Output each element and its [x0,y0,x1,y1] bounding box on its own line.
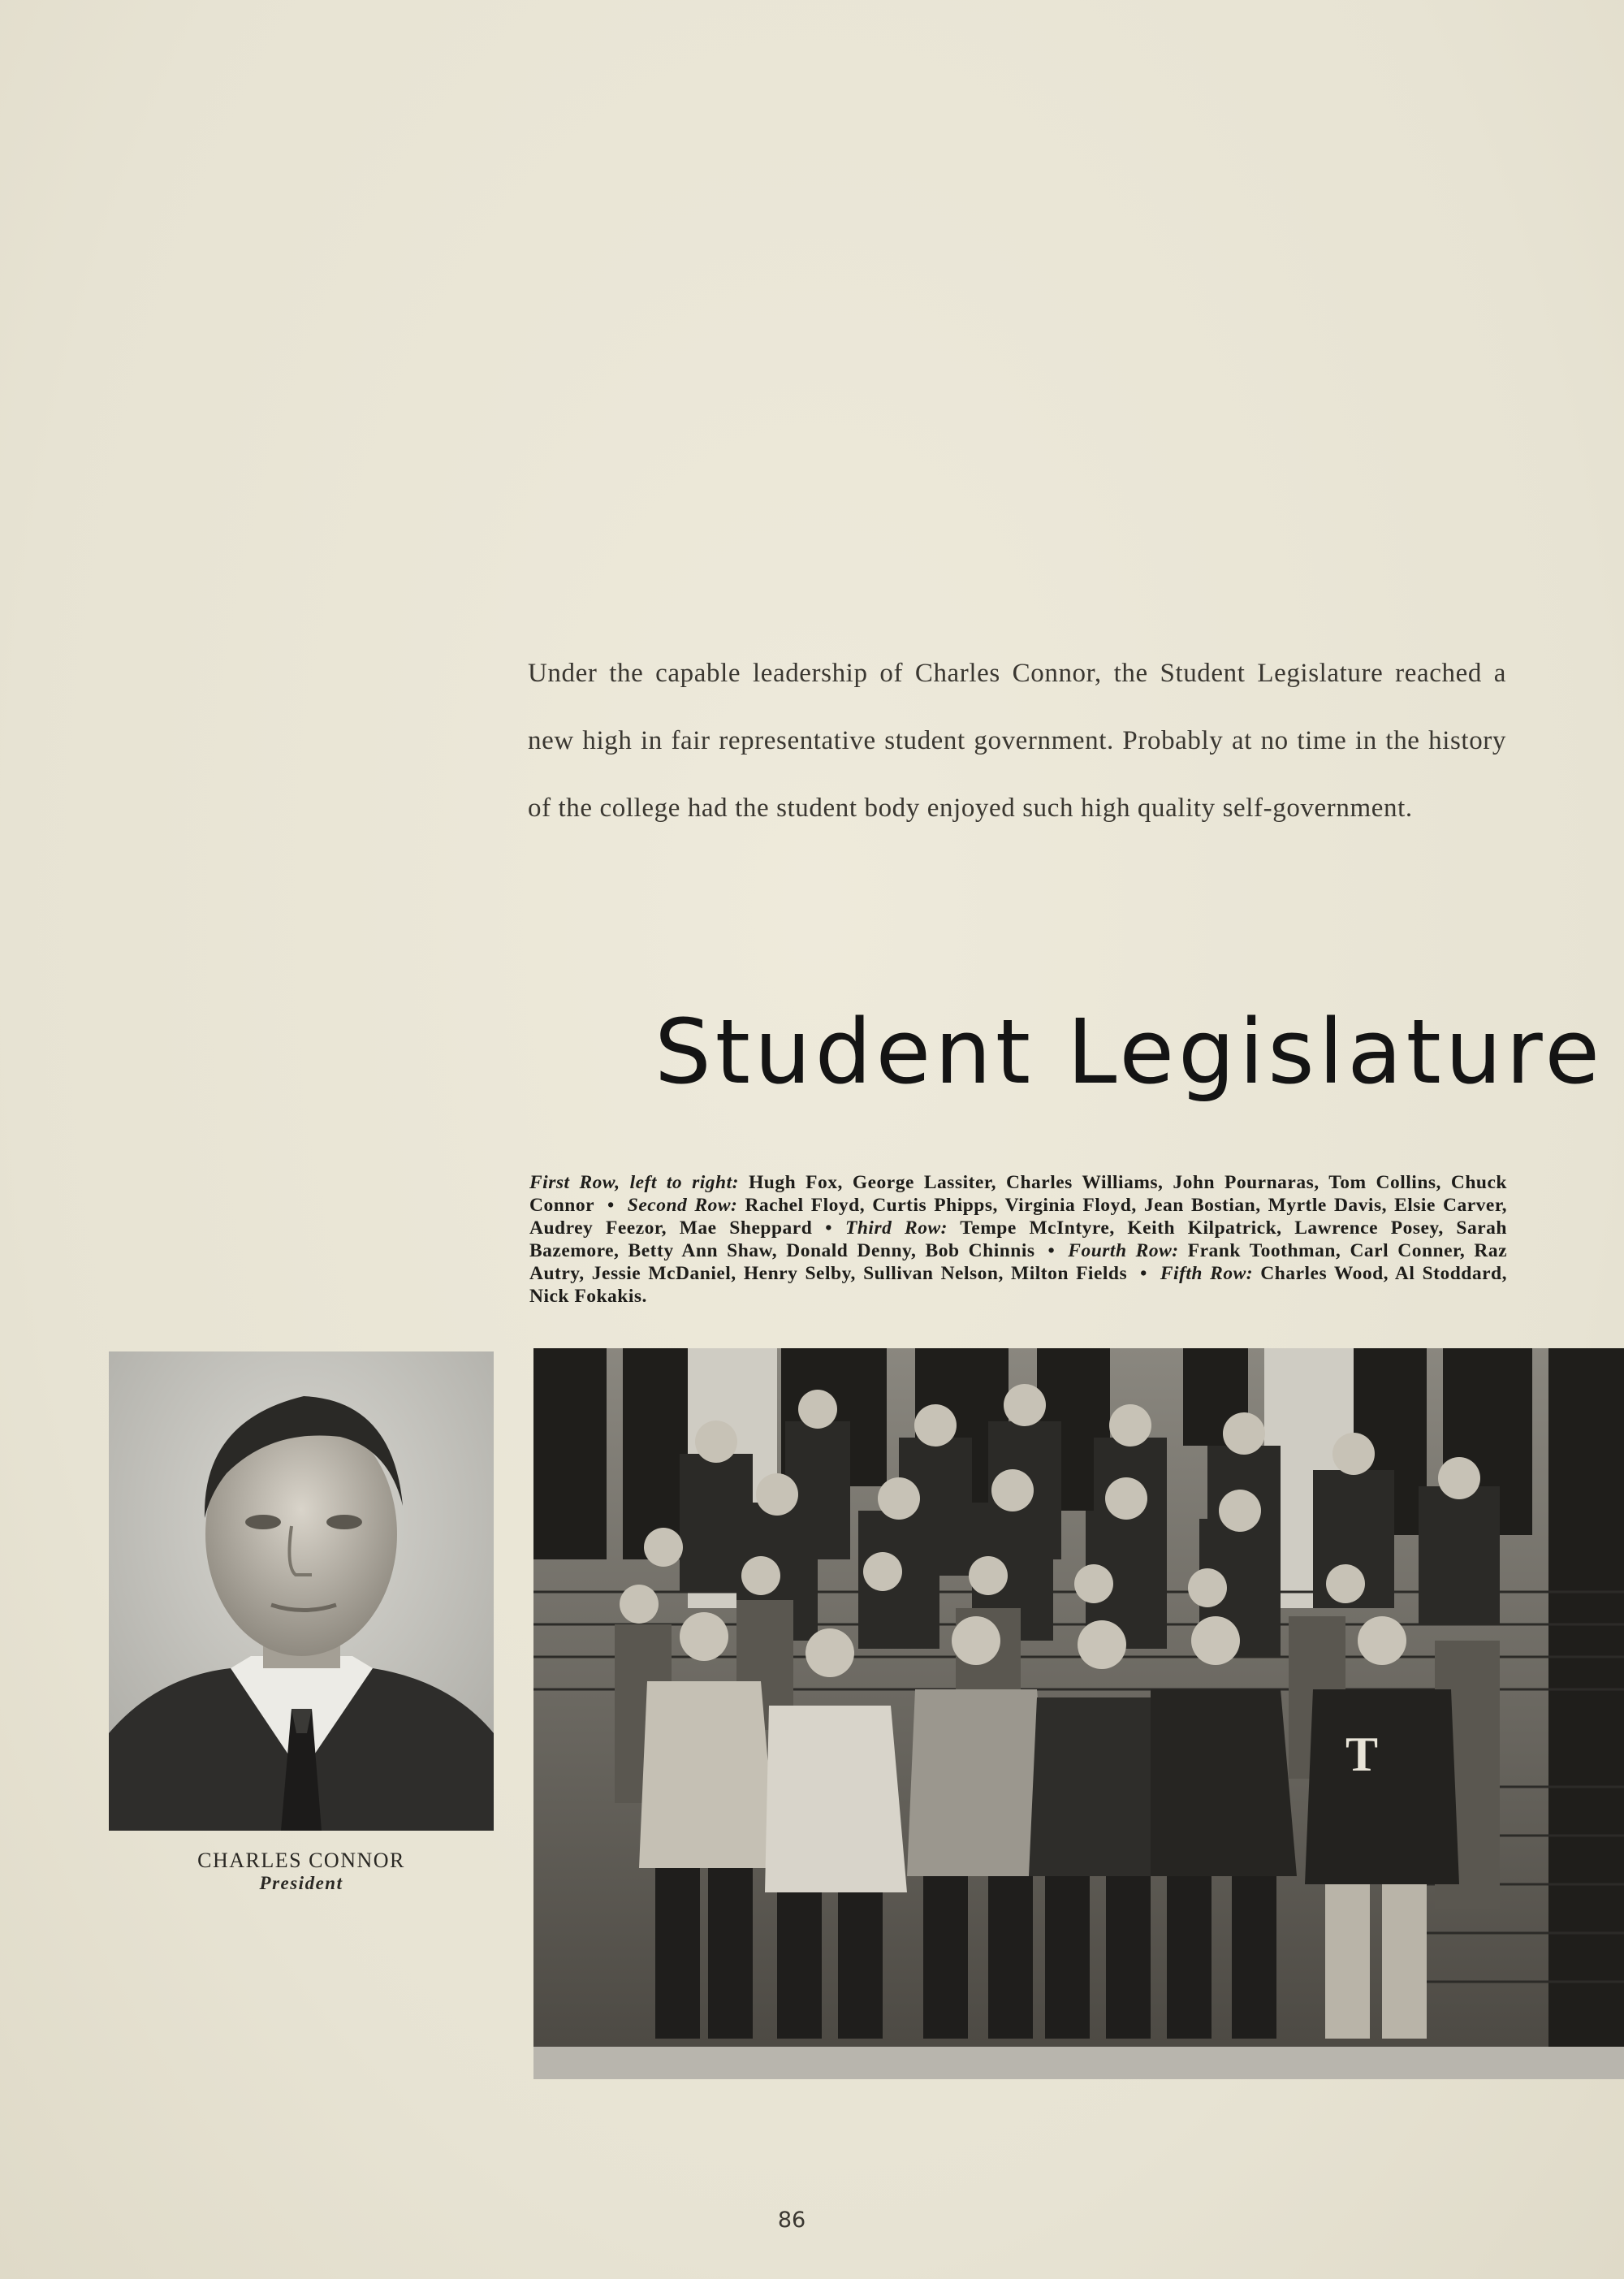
caption-row-label: Fourth Row: [1068,1240,1179,1261]
caption-row-label: Second Row: [627,1195,738,1216]
president-title: President [259,1873,343,1893]
group-illustration [533,1348,1624,2079]
caption-row-label: Third Row: [845,1217,948,1239]
caption-row-names: Frank Toothman, Carl Conner, Raz Autry, Jessie McDaniel, Henry Selby, Sullivan Nelson, Milton Fields [529,1240,1507,1284]
page-title: Student Legislature [654,1000,1604,1104]
bullet-icon: • [825,1217,832,1239]
bullet-icon: • [1140,1263,1147,1284]
svg-text:T: T [1345,1728,1379,1781]
bullet-icon: • [607,1195,615,1216]
group-photo [533,1348,1624,2079]
caption-row-label: Fifth Row: [1160,1263,1254,1284]
caption-row-names: Rachel Floyd, Curtis Phipps, Virginia Floyd, Jean Bostian, Myrtle Davis, Elsie Carver, Audrey Feezor, Mae Sheppard [529,1195,1507,1239]
portrait-illustration [109,1351,494,1831]
caption-row-names: Tempe McIntyre, Keith Kilpatrick, Lawrence Posey, Sarah Bazemore, Betty Ann Shaw, Donald Denny, Bob Chinnis [529,1217,1507,1261]
caption-row-label: First Row, left to right: [529,1172,739,1193]
bullet-icon: • [1047,1240,1056,1261]
page-number: 86 [777,2208,806,2233]
president-name: CHARLES CONNOR [197,1849,405,1872]
caption-row-names: Hugh Fox, George Lassiter, Charles Williams, John Pournaras, Tom Collins, Chuck Connor [529,1172,1507,1216]
intro-paragraph: Under the capable leadership of Charles Connor, the Student Legislature reached a new high in fair representative student government. Probably at no time in the history of the college had the student body enjoyed such high quality self-government. [528,659,1506,823]
president-portrait-photo [109,1351,494,1831]
photo-caption [529,1171,1507,1308]
caption-row-names: Charles Wood, Al Stoddard, Nick Fokakis. [529,1263,1507,1307]
